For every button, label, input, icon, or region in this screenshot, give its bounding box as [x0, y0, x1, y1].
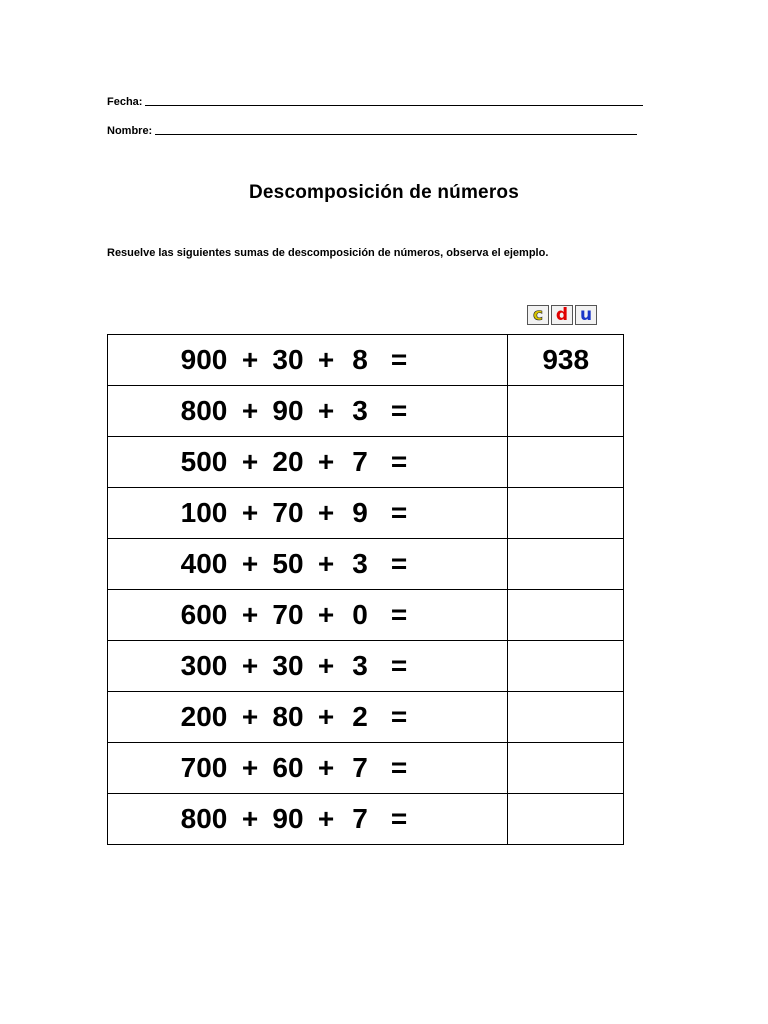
answer-cell[interactable] — [508, 692, 624, 743]
sum-expression-cell — [108, 743, 508, 794]
units-value: 9 — [352, 497, 368, 528]
tens-value: 90 — [272, 803, 304, 834]
hundreds-value: 300 — [180, 650, 228, 681]
sum-expression-cell — [108, 641, 508, 692]
tens-value: 30 — [272, 650, 304, 681]
equals-sign: = — [390, 752, 408, 783]
sum-row — [108, 794, 624, 845]
instructions-text: Resuelve las siguientes sumas de descomposición de números, observa el ejemplo. — [107, 247, 549, 259]
fecha-line[interactable] — [145, 105, 643, 106]
answer-cell[interactable] — [508, 437, 624, 488]
sum-expression — [176, 548, 507, 580]
sum-row — [108, 539, 624, 590]
answer-cell[interactable] — [508, 488, 624, 539]
nombre-line[interactable] — [155, 134, 637, 135]
units-value: 7 — [352, 752, 368, 783]
plus-sign: + — [241, 803, 259, 834]
equals-sign: = — [390, 344, 408, 375]
cdu-place-value-icon — [527, 305, 597, 325]
sum-expression — [176, 599, 507, 631]
sum-expression — [176, 752, 507, 784]
units-value: 8 — [352, 344, 368, 375]
units-value: 3 — [352, 548, 368, 579]
sum-expression-cell — [108, 437, 508, 488]
plus-sign: + — [241, 752, 259, 783]
tens-value: 60 — [272, 752, 304, 783]
plus-sign: + — [241, 446, 259, 477]
sums-table — [107, 334, 624, 845]
sum-row — [108, 488, 624, 539]
hundreds-value: 400 — [180, 548, 228, 579]
units-value: 7 — [352, 803, 368, 834]
sum-row — [108, 437, 624, 488]
sum-expression — [176, 497, 507, 529]
plus-sign: + — [317, 395, 335, 426]
sum-expression — [176, 701, 507, 733]
plus-sign: + — [241, 395, 259, 426]
plus-sign: + — [241, 650, 259, 681]
equals-sign: = — [390, 650, 408, 681]
units-value: 0 — [352, 599, 368, 630]
tens-value: 20 — [272, 446, 304, 477]
nombre-field[interactable] — [107, 121, 637, 137]
tens-value: 50 — [272, 548, 304, 579]
sum-expression — [176, 803, 507, 835]
plus-sign: + — [317, 548, 335, 579]
hundreds-value: 500 — [180, 446, 228, 477]
plus-sign: + — [241, 599, 259, 630]
equals-sign: = — [390, 497, 408, 528]
hundreds-value: 600 — [180, 599, 228, 630]
page-title: Descomposición de números — [248, 182, 519, 203]
sum-row — [108, 743, 624, 794]
nombre-label: Nombre: — [107, 125, 153, 137]
equals-sign: = — [390, 803, 408, 834]
hundreds-value: 700 — [180, 752, 228, 783]
sum-row — [108, 335, 624, 386]
plus-sign: + — [241, 701, 259, 732]
units-value: 3 — [352, 650, 368, 681]
sum-expression-cell — [108, 488, 508, 539]
answer-cell[interactable] — [508, 743, 624, 794]
equals-sign: = — [390, 599, 408, 630]
sum-expression-cell — [108, 539, 508, 590]
unidades-icon: u — [575, 305, 597, 325]
equals-sign: = — [390, 395, 408, 426]
plus-sign: + — [317, 446, 335, 477]
equals-sign: = — [390, 701, 408, 732]
answer-cell[interactable] — [508, 386, 624, 437]
sum-expression-cell — [108, 335, 508, 386]
tens-value: 30 — [272, 344, 304, 375]
plus-sign: + — [317, 344, 335, 375]
sum-expression-cell — [108, 692, 508, 743]
sum-row — [108, 386, 624, 437]
equals-sign: = — [390, 446, 408, 477]
sum-expression — [176, 395, 507, 427]
sum-expression — [176, 650, 507, 682]
tens-value: 90 — [272, 395, 304, 426]
plus-sign: + — [317, 650, 335, 681]
fecha-field[interactable] — [107, 92, 643, 108]
hundreds-value: 100 — [180, 497, 228, 528]
sum-row — [108, 590, 624, 641]
units-value: 3 — [352, 395, 368, 426]
plus-sign: + — [317, 497, 335, 528]
tens-value: 80 — [272, 701, 304, 732]
plus-sign: + — [317, 701, 335, 732]
answer-cell[interactable]: 938 — [508, 335, 624, 386]
sum-row — [108, 641, 624, 692]
answer-cell[interactable] — [508, 590, 624, 641]
answer-cell[interactable] — [508, 539, 624, 590]
units-value: 2 — [352, 701, 368, 732]
tens-value: 70 — [272, 497, 304, 528]
answer-cell[interactable] — [508, 641, 624, 692]
fecha-label: Fecha: — [107, 96, 143, 108]
hundreds-value: 800 — [180, 395, 228, 426]
hundreds-value: 200 — [180, 701, 228, 732]
tens-value: 70 — [272, 599, 304, 630]
plus-sign: + — [317, 599, 335, 630]
plus-sign: + — [317, 752, 335, 783]
decenas-icon: d — [551, 305, 573, 325]
equals-sign: = — [390, 548, 408, 579]
plus-sign: + — [317, 803, 335, 834]
hundreds-value: 900 — [180, 344, 228, 375]
sum-expression — [176, 446, 507, 478]
sum-expression-cell — [108, 386, 508, 437]
sum-row — [108, 692, 624, 743]
units-value: 7 — [352, 446, 368, 477]
centenas-icon: c — [527, 305, 549, 325]
plus-sign: + — [241, 344, 259, 375]
hundreds-value: 800 — [180, 803, 228, 834]
plus-sign: + — [241, 548, 259, 579]
sum-expression — [176, 344, 507, 376]
sum-expression-cell — [108, 590, 508, 641]
sum-expression-cell — [108, 794, 508, 845]
plus-sign: + — [241, 497, 259, 528]
answer-cell[interactable] — [508, 794, 624, 845]
